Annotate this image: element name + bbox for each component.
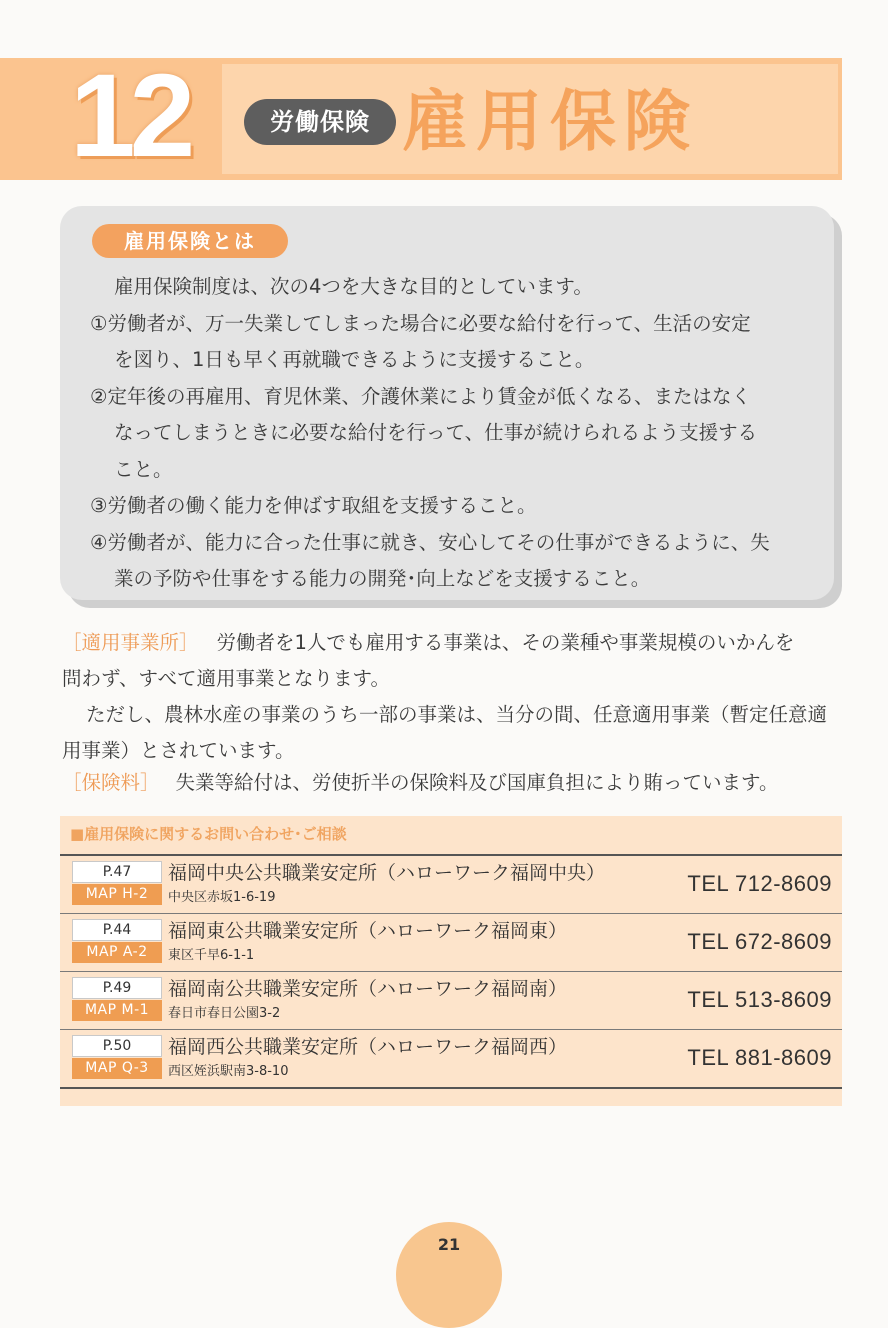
info-line: ③労働者の働く能力を伸ばす取組を支援すること。 [90, 494, 537, 517]
office-address: 東区千早6-1-1 [168, 948, 255, 963]
page-ref-badge: P.49 [72, 977, 162, 999]
note-paragraph-line-1: ただし、農林水産の事業のうち一部の事業は、当分の間、任意適用事業（暫定任意適 [86, 703, 828, 726]
map-ref-badge: MAP Q-3 [72, 1058, 162, 1079]
page-ref-badge: P.44 [72, 919, 162, 941]
office-phone: TEL 881-8609 [687, 1045, 832, 1070]
info-line: 雇用保険制度は、次の4つを大きな目的としています。 [114, 275, 593, 298]
office-name: 福岡中央公共職業安定所（ハローワーク福岡中央） [168, 862, 606, 884]
applicable-text: 労働者を1人でも雇用する事業は、その業種や事業規模のいかんを [216, 631, 795, 654]
info-line: ②定年後の再雇用、育児休業、介護休業により賃金が低くなる、またはなく [90, 385, 751, 408]
info-line: なってしまうときに必要な給付を行って、仕事が続けられるよう支援する [114, 421, 758, 444]
premium-paragraph [62, 768, 778, 798]
contact-row [60, 914, 842, 972]
applicable-tag: ［適用事業所］ [62, 631, 199, 654]
premium-tag: ［保険料］ [62, 771, 160, 794]
page-number: 21 [437, 1235, 461, 1254]
contact-heading: ■雇用保険に関するお問い合わせ･ご相談 [70, 825, 347, 843]
note-paragraph-line-2: 用事業）とされています。 [62, 739, 295, 762]
office-address: 西区姪浜駅南3-8-10 [168, 1064, 289, 1079]
chapter-number: 12 [70, 50, 190, 182]
info-box-label: 雇用保険とは [92, 224, 288, 258]
applicable-paragraph-line-2: 問わず、すべて適用事業となります。 [62, 667, 390, 690]
page-ref-badge: P.47 [72, 861, 162, 883]
info-line: こと。 [114, 458, 173, 481]
premium-text: 失業等給付は、労使折半の保険料及び国庫負担により賄っています。 [175, 771, 779, 794]
applicable-paragraph-line-1 [62, 628, 794, 658]
office-name: 福岡南公共職業安定所（ハローワーク福岡南） [168, 978, 568, 1000]
page-title: 雇用保険 [402, 83, 698, 160]
office-name: 福岡東公共職業安定所（ハローワーク福岡東） [168, 920, 568, 942]
office-name: 福岡西公共職業安定所（ハローワーク福岡西） [168, 1036, 568, 1058]
map-ref-badge: MAP A-2 [72, 942, 162, 963]
info-line: ④労働者が、能力に合った仕事に就き、安心してその仕事ができるように、失 [90, 531, 770, 554]
office-address: 中央区赤坂1-6-19 [168, 890, 276, 905]
contact-row [60, 972, 842, 1030]
info-line: 業の予防や仕事をする能力の開発･向上などを支援すること。 [114, 567, 651, 590]
map-ref-badge: MAP M-1 [72, 1000, 162, 1021]
office-phone: TEL 712-8609 [687, 871, 832, 896]
office-phone: TEL 513-8609 [687, 987, 832, 1012]
info-line: ①労働者が、万一失業してしまった場合に必要な給付を行って、生活の安定 [90, 312, 751, 335]
contact-row [60, 1030, 842, 1089]
map-ref-badge: MAP H-2 [72, 884, 162, 905]
office-address: 春日市春日公園3-2 [168, 1006, 281, 1021]
office-phone: TEL 672-8609 [687, 929, 832, 954]
chapter-subtitle-badge: 労働保険 [244, 99, 396, 145]
info-line: を図り、1日も早く再就職できるように支援すること。 [114, 348, 595, 371]
contact-row [60, 856, 842, 914]
page-ref-badge: P.50 [72, 1035, 162, 1057]
